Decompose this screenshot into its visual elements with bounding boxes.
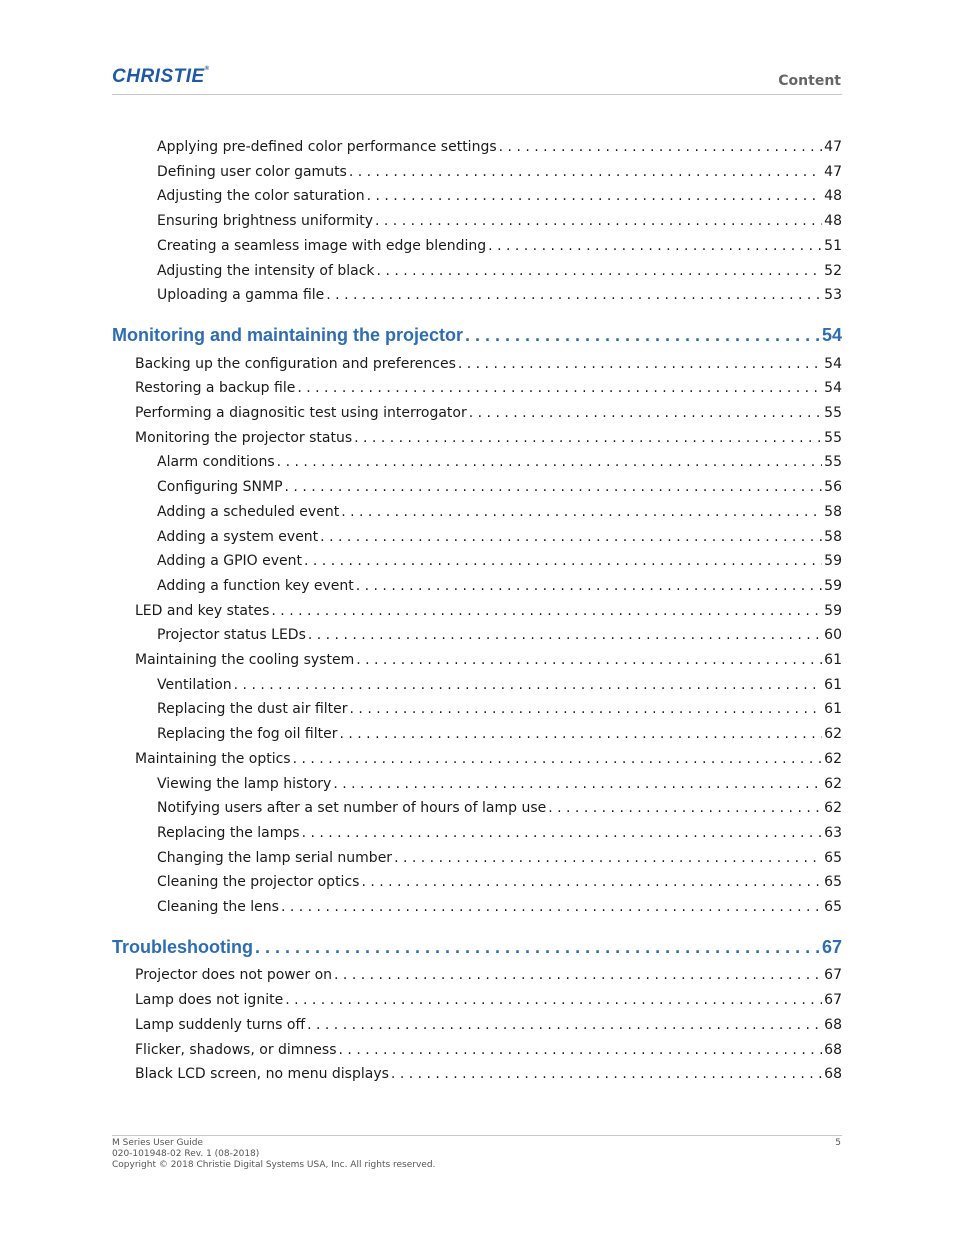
toc-entry[interactable] [135,1065,842,1083]
toc-entry-page: 58 [824,503,842,520]
toc-leader-dots [354,429,822,447]
toc-entry-page: 68 [824,1016,842,1033]
toc-entry-title: Troubleshooting [112,936,253,957]
toc-entry[interactable] [157,453,842,471]
toc-entry-title: Uploading a gamma file [157,287,325,304]
toc-entry[interactable] [157,725,842,743]
toc-entry-page: 48 [824,213,842,230]
toc-entry-title: Lamp does not ignite [135,992,284,1009]
toc-entry-page: 59 [824,602,842,619]
toc-entry[interactable] [157,898,842,916]
toc-leader-dots [339,725,822,743]
toc-entry-title: Adjusting the intensity of black [157,262,375,279]
toc-entry-title: Performing a diagnositic test using interrogator [135,405,467,421]
toc-entry-page: 62 [824,726,842,743]
toc-leader-dots [394,849,822,867]
toc-entry[interactable] [135,429,842,447]
toc-entry-title: Maintaining the cooling system [135,652,355,668]
toc-entry-title: Adjusting the color saturation [157,188,365,205]
toc-entry-title: Monitoring and maintaining the projector [112,324,463,345]
toc-entry-page: 53 [824,287,842,304]
toc-entry-page: 55 [824,454,842,471]
toc-leader-dots [234,676,823,694]
toc-entry-title: Ventilation [157,676,232,693]
toc-entry-page: 59 [824,553,842,570]
toc-entry-title: Projector status LEDs [157,627,306,644]
toc-entry-title: Applying pre-defined color performance settings [157,139,497,155]
toc-leader-dots [367,187,823,205]
toc-entry-page: 59 [824,577,842,594]
toc-leader-dots [377,262,823,280]
toc-leader-dots [350,700,823,718]
toc-entry-page: 47 [824,139,842,155]
toc-leader-dots [391,1065,822,1083]
toc-leader-dots [499,138,823,156]
toc-entry[interactable] [135,355,842,373]
toc-entry-title: Notifying users after a set number of hours of lamp use [157,800,547,817]
toc-entry-page: 47 [824,163,842,180]
toc-leader-dots [356,577,822,595]
toc-entry[interactable] [135,991,842,1009]
toc-entry-page: 68 [824,1041,842,1058]
toc-entry-title: Projector does not power on [135,967,333,984]
toc-entry[interactable] [157,138,842,156]
toc-entry[interactable] [135,750,842,768]
toc-leader-dots [281,898,822,916]
toc-leader-dots [271,602,822,620]
toc-entry[interactable] [157,163,842,181]
toc-entry[interactable] [135,651,842,669]
toc-entry-page: 65 [824,849,842,866]
toc-leader-dots [285,478,823,496]
toc-leader-dots [285,991,822,1009]
toc-entry-page: 54 [824,355,842,372]
toc-entry-title: Adding a system event [157,528,319,545]
header-divider [112,94,842,95]
toc-leader-dots [255,936,820,958]
toc-entry-page: 52 [824,262,842,279]
toc-entry-page: 54 [821,324,842,345]
toc-chapter[interactable] [112,324,842,346]
footer-doc-number: 020-101948-02 Rev. 1 (08-2018) [112,1149,260,1159]
toc-entry-title: Maintaining the optics [135,750,291,767]
toc-entry-page: 51 [824,237,842,254]
toc-entry-title: Adding a scheduled event [157,503,340,520]
toc-entry-title: Black LCD screen, no menu displays [135,1066,389,1083]
toc-entry-title: Creating a seamless image with edge blending [157,237,487,254]
toc-entry-page: 67 [824,992,842,1009]
toc-entry-title: Flicker, shadows, or dimness [135,1041,337,1058]
footer-divider [112,1135,842,1136]
toc-entry-page: 62 [824,750,842,767]
toc-entry-title: Lamp suddenly turns off [135,1016,306,1033]
toc-entry-title: Replacing the fog oil filter [157,726,338,743]
toc-entry[interactable] [157,262,842,280]
toc-entry-title: Monitoring the projector status [135,429,353,446]
toc-entry[interactable] [135,404,842,422]
toc-entry[interactable] [157,849,842,867]
toc-leader-dots [349,163,822,181]
toc-entry-title: Ensuring brightness uniformity [157,213,373,230]
toc-entry[interactable] [135,966,842,984]
toc-entry[interactable] [157,873,842,891]
toc-leader-dots [361,873,822,891]
toc-entry-title: Changing the lamp serial number [157,849,393,866]
toc-leader-dots [339,1041,823,1059]
toc-leader-dots [356,651,822,669]
toc-leader-dots [469,404,822,422]
toc-entry-title: Adding a function key event [157,577,354,594]
toc-entry-page: 60 [824,627,842,644]
footer-guide-title: M Series User Guide [112,1138,203,1148]
toc-leader-dots [297,379,822,397]
toc-leader-dots [548,799,822,817]
toc-entry-page: 56 [824,479,842,496]
toc-entry[interactable] [157,237,842,255]
toc-entry[interactable] [157,700,842,718]
toc-entry-title: Cleaning the projector optics [157,874,360,891]
toc-leader-dots [488,237,822,255]
toc-leader-dots [458,355,822,373]
toc-entry-title: LED and key states [135,602,270,619]
toc-leader-dots [307,1016,822,1034]
toc-entry-title: Restoring a backup file [135,380,296,397]
toc-entry-page: 65 [824,899,842,915]
toc-leader-dots [333,775,822,793]
christie-logo [112,66,210,88]
registered-mark: ® [204,66,210,72]
toc-entry[interactable] [157,187,842,205]
page-number: 5 [835,1138,841,1148]
toc-entry-page: 62 [824,800,842,817]
toc-leader-dots [375,212,822,230]
toc-entry-page: 61 [824,676,842,693]
toc-entry-title: Viewing the lamp history [157,775,332,792]
toc-entry[interactable] [157,503,842,521]
toc-chapter[interactable] [112,936,842,958]
toc-entry-page: 65 [824,874,842,891]
footer [112,1138,435,1171]
toc-entry-title: Backing up the configuration and preferences [135,355,456,372]
toc-entry[interactable] [157,676,842,694]
toc-leader-dots [326,286,822,304]
toc-entry-page: 48 [824,188,842,205]
toc-entry-page: 67 [824,967,842,984]
toc-entry-page: 62 [824,775,842,792]
toc-entry[interactable] [157,626,842,644]
toc-leader-dots [308,626,822,644]
toc-entry-title: Defining user color gamuts [157,163,347,180]
toc-entry[interactable] [157,775,842,793]
toc-leader-dots [277,453,823,471]
toc-entry[interactable] [135,1041,842,1059]
toc-entry[interactable] [135,1016,842,1034]
toc-entry[interactable] [157,552,842,570]
section-label: Content [778,73,841,89]
toc-entry-page: 55 [824,429,842,446]
toc-entry-page: 58 [824,528,842,545]
toc-entry-title: Configuring SNMP [157,479,283,496]
logo-text: CHRISTIE [112,66,205,87]
toc-entry[interactable] [157,478,842,496]
toc-entry-title: Replacing the lamps [157,824,300,841]
toc-entry-title: Adding a GPIO event [157,553,302,570]
toc-leader-dots [465,324,820,346]
toc-entry-page: 68 [824,1066,842,1083]
toc-entry[interactable] [157,528,842,546]
toc-leader-dots [341,503,822,521]
toc-entry-page: 61 [824,701,842,718]
toc-entry[interactable] [135,602,842,620]
toc-entry-page: 54 [824,380,842,397]
toc-entry-page: 55 [824,405,842,421]
toc-entry[interactable] [157,212,842,230]
toc-entry-title: Replacing the dust air filter [157,701,348,718]
toc-entry-title: Cleaning the lens [157,899,279,915]
toc-entry[interactable] [157,824,842,842]
toc-entry[interactable] [157,286,842,304]
toc-entry-page: 67 [821,936,842,957]
toc-entry-page: 63 [824,824,842,841]
toc-entry[interactable] [157,799,842,817]
toc-leader-dots [302,824,823,842]
toc-leader-dots [304,552,822,570]
toc-entry[interactable] [157,577,842,595]
toc-leader-dots [293,750,823,768]
toc-entry-title: Alarm conditions [157,454,275,471]
toc-entry-page: 61 [824,652,842,668]
toc-leader-dots [320,528,822,546]
footer-copyright: Copyright © 2018 Christie Digital Systems USA, Inc. All rights reserved. [112,1160,436,1170]
toc-leader-dots [334,966,822,984]
toc-entry[interactable] [135,379,842,397]
